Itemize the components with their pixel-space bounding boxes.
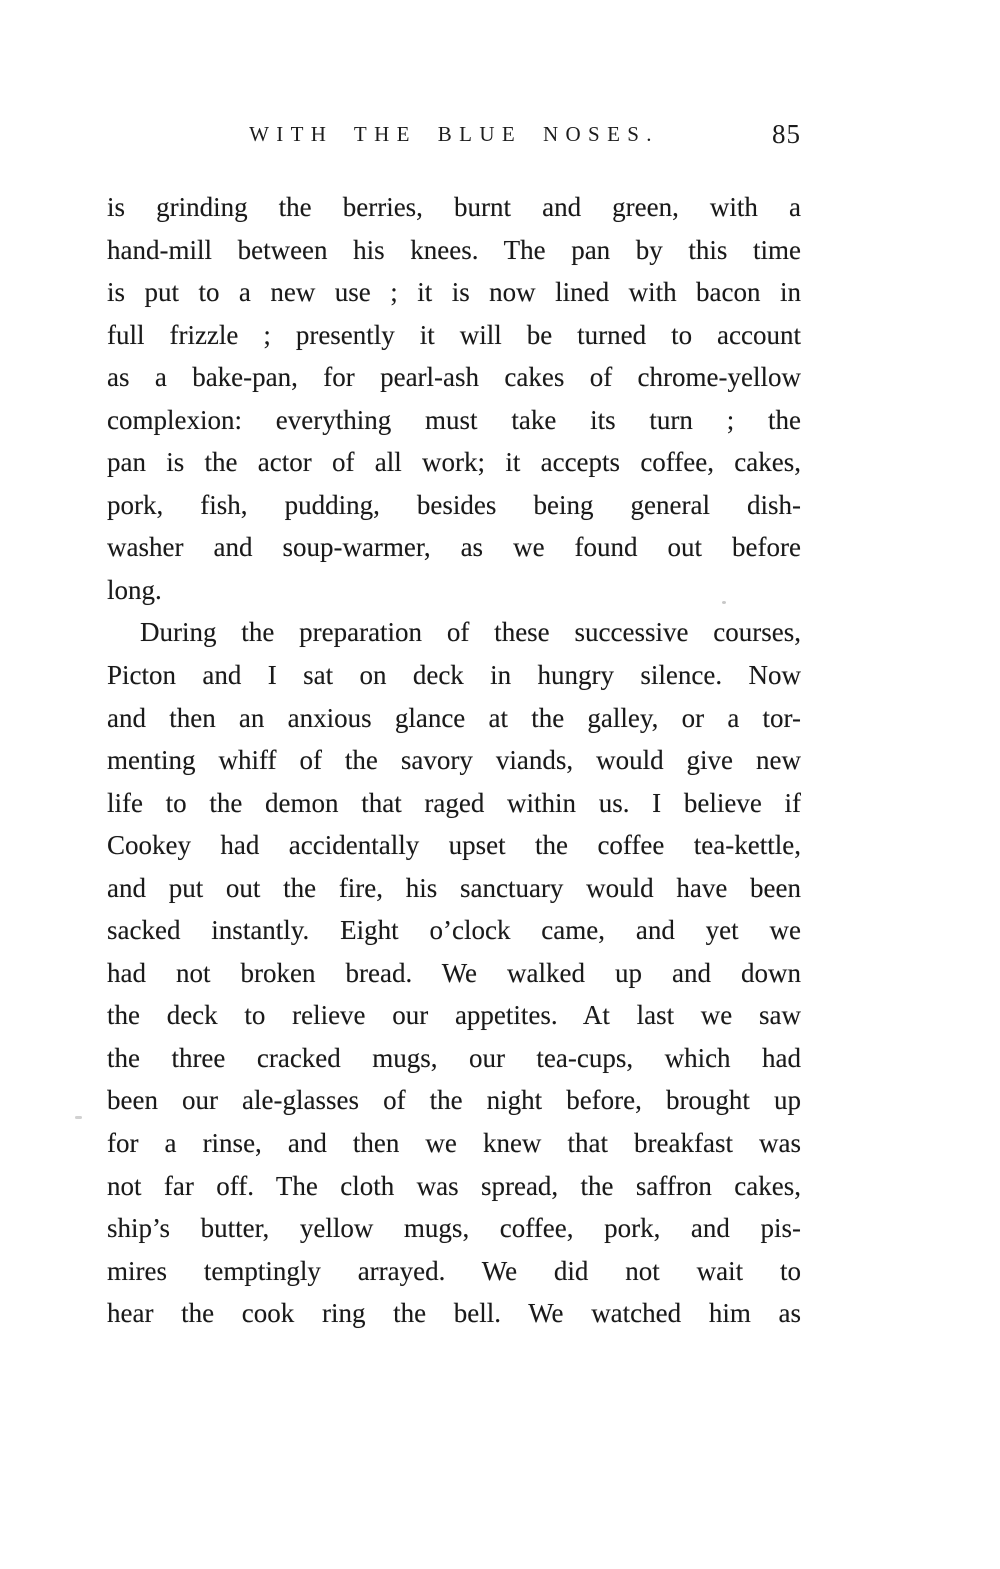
text-line: is grinding the berries, burnt and green, with a (107, 192, 801, 222)
text-line: not far off. The cloth was spread, the saffron cakes, (107, 1170, 801, 1201)
text-line: During the preparation of these successive courses, (140, 617, 801, 648)
text-line: the three cracked mugs, our tea-cups, which had (107, 1042, 801, 1073)
page-header (107, 116, 801, 152)
text-line: for a rinse, and then we knew that breakfast was (107, 1128, 801, 1159)
text-line: mires temptingly arrayed. We did not wait to (107, 1255, 801, 1286)
text-line: Picton and I sat on deck in hungry silence. Now (107, 660, 801, 691)
page-number: 85 (772, 119, 801, 149)
text-line: is put to a new use ; it is now lined with bacon in (107, 277, 801, 308)
text-line: long. (107, 574, 162, 605)
text-line: pork, fish, pudding, besides being general dish- (107, 489, 801, 520)
text-line: and then an anxious glance at the galley, or a tor- (107, 702, 801, 733)
text-line: menting whiff of the savory viands, would give new (107, 745, 801, 776)
text-line: and put out the fire, his sanctuary would have been (107, 872, 801, 903)
page-body (107, 186, 801, 1335)
scan-speck (722, 601, 726, 604)
text-line: had not broken bread. We walked up and down (107, 957, 801, 988)
text-line: life to the demon that raged within us. I believe if (107, 787, 801, 818)
text-line: complexion: everything must take its turn ; the (107, 404, 801, 435)
text-line: hand-mill between his knees. The pan by this time (107, 234, 801, 265)
running-title: WITH THE BLUE NOSES. (249, 122, 659, 146)
text-line: Cookey had accidentally upset the coffee tea-kettle, (107, 830, 801, 861)
text-line: as a bake-pan, for pearl-ash cakes of chrome-yellow (107, 362, 801, 393)
text-line: been our ale-glasses of the night before, brought up (107, 1085, 801, 1116)
text-line: washer and soup-warmer, as we found out before (107, 532, 801, 563)
text-line: hear the cook ring the bell. We watched him as (107, 1298, 801, 1329)
text-line: sacked instantly. Eight o’clock came, and yet we (107, 915, 801, 946)
text-line: the deck to relieve our appetites. At last we saw (107, 1000, 801, 1031)
scan-speck (75, 1116, 82, 1119)
text-line: pan is the actor of all work; it accepts coffee, cakes, (107, 447, 801, 478)
text-line: ship’s butter, yellow mugs, coffee, pork, and pis- (107, 1213, 801, 1244)
text-line: full frizzle ; presently it will be turned to account (107, 319, 801, 350)
